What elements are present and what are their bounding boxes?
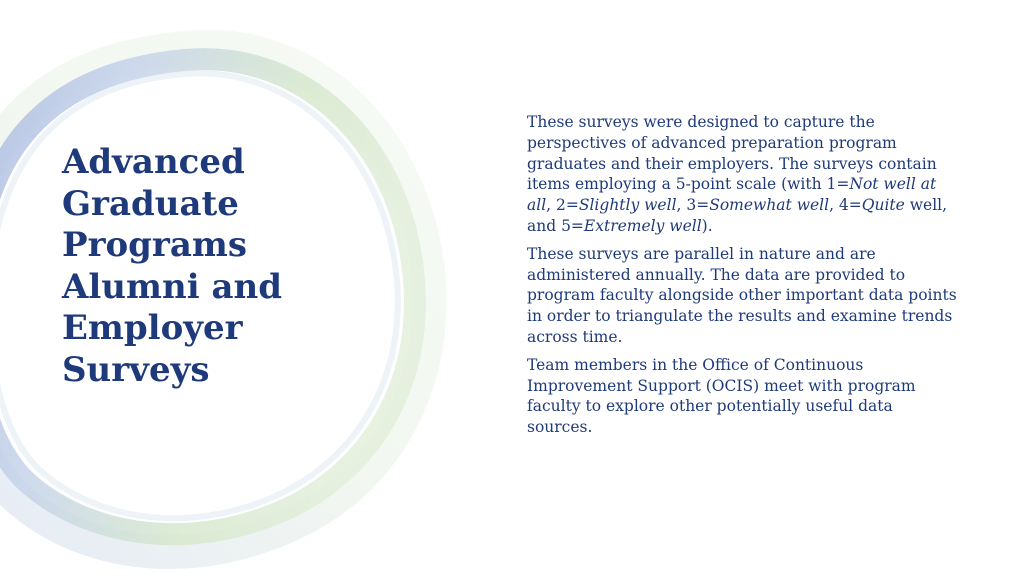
- title-line: Programs: [62, 225, 247, 265]
- scale-separator: , 4=: [829, 196, 862, 215]
- scale-label-2: Slightly well: [578, 196, 677, 215]
- paragraph-scale-description: [527, 112, 957, 237]
- scale-label-4: Quite: [861, 196, 905, 215]
- title-line: Advanced: [62, 142, 245, 182]
- paragraph-administration: These surveys are parallel in nature and are administered annually. The data are provided to program faculty alongside other important data points in order to triangulate the results and examine trends across time.: [527, 244, 957, 346]
- title-line: Graduate: [62, 183, 239, 224]
- scale-separator: , 2=: [546, 196, 579, 215]
- title-line: Alumni and: [62, 266, 282, 307]
- slide-title: [62, 142, 362, 391]
- title-line: Surveys: [62, 349, 210, 390]
- paragraph-tail: ).: [701, 216, 713, 235]
- paragraph-ocis: Team members in the Office of Continuous Improvement Support (OCIS) meet with program faculty to explore other potentially useful data sources.: [527, 355, 916, 437]
- scale-label-5: Extremely well: [583, 216, 702, 235]
- scale-label-1: Not well at all: [527, 175, 937, 215]
- paragraph-lead: These surveys were designed to capture the perspectives of advanced preparation program graduates and their employers. The surveys contain items employing a 5-point scale (with 1=: [527, 113, 937, 194]
- body-text: [527, 112, 957, 445]
- scale-separator: , 3=: [676, 196, 710, 215]
- scale-label-3: Somewhat well: [709, 196, 830, 215]
- scale-separator: well, and 5=: [527, 196, 948, 235]
- title-line: Employer: [62, 308, 243, 348]
